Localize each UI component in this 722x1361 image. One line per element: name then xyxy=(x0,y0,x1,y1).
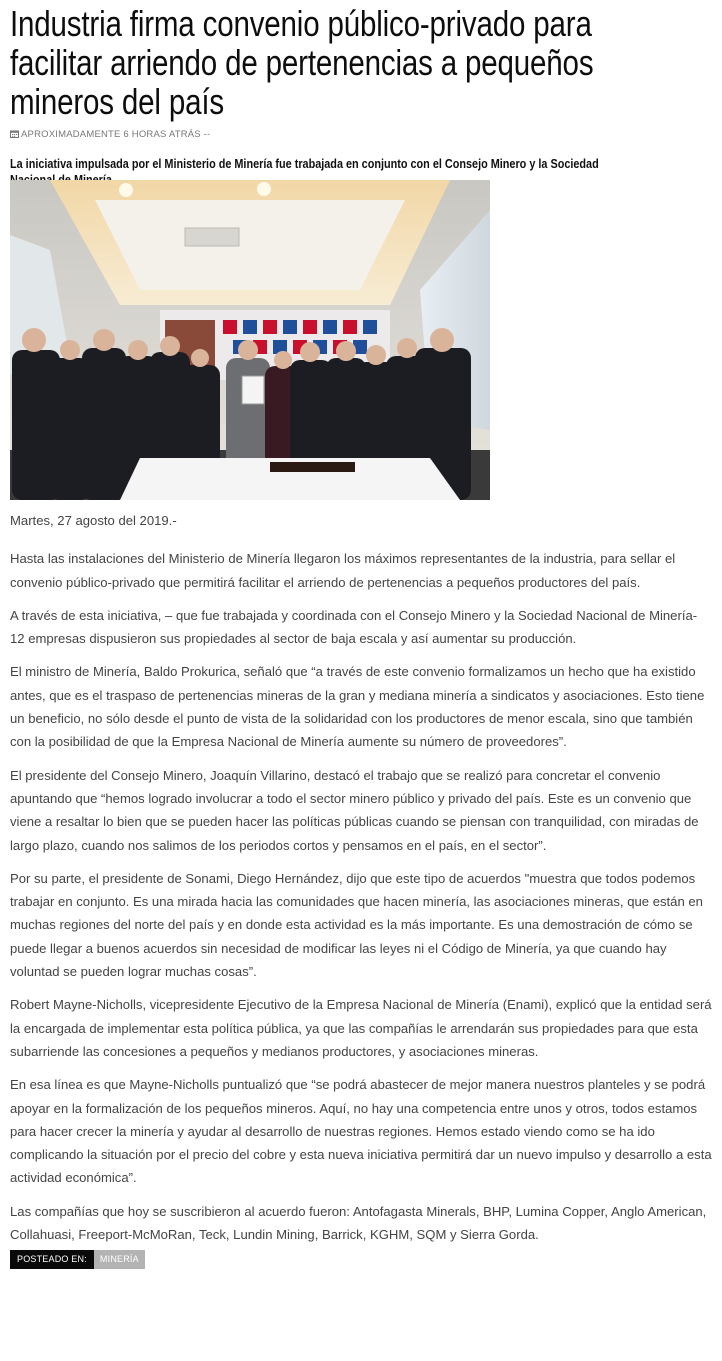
article-paragraph: El presidente del Consejo Minero, Joaquín Villarino, destacó el trabajo que se realizó para concretar el convenio apuntando que “hemos logrado involucrar a todo el sector minero público y privado del país. Este es un convenio que viene a resaltar lo bien que se pueden hacer las políticas públicas cuando se piensan con tranquilidad, con miradas de largo plazo, cuando nos salimos de los periodos cortos y pensamos en el país, en el sector”. xyxy=(10,767,699,853)
article-paragraph: Las compañías que hoy se suscribieron al acuerdo fueron: Antofagasta Minerals, BHP, Lumina Copper, Anglo American, Collahuasi, Freeport-McMoRan, Teck, Lundin Mining, Barrick, KGHM, SQM y Sierra Gorda. xyxy=(10,1203,707,1243)
article-paragraph: Por su parte, el presidente de Sonami, Diego Hernández, dijo que este tipo de acuerdos "muestra que todos podemos trabajar en conjunto. Es una mirada hacia las comunidades que hacen minería, las asociaciones mineras, que están en muchas regiones del norte del país y en donde esta actividad es la más importante. Es una demostración de cómo se puede llegar a buenos acuerdos sin necesidad de modificar las leyes ni el Código de Minería, ya que cuando hay voluntad se pueden lograr muchas cosas”. xyxy=(10,870,703,980)
article-paragraph: A través de esta iniciativa, – que fue trabajada y coordinada con el Consejo Minero y la Sociedad Nacional de Minería- 12 empresas dispusieron sus propiedades al sector de baja escala y así aumentar su producción. xyxy=(10,607,698,647)
timestamp: APROXIMADAMENTE 6 HORAS ATRÁS -- xyxy=(21,128,211,140)
article-date: Martes, 27 agosto del 2019.- xyxy=(10,513,177,528)
tag-mineria-link[interactable]: MINERÍA xyxy=(94,1250,145,1269)
article-meta xyxy=(10,127,210,141)
article-title xyxy=(10,4,715,121)
article-lead: La iniciativa impulsada por el Ministerio de Minería fue trabajada en conjunto con el Consejo Minero y la Sociedad xyxy=(10,156,599,171)
title-line: Industria firma convenio público-privado para xyxy=(10,3,592,44)
calendar-icon xyxy=(10,130,19,138)
article-paragraph: Hasta las instalaciones del Ministerio de Minería llegaron los máximos representantes de la industria, para sellar el convenio público-privado que permitirá facilitar el arriendo de pertenencias a pequeños productores del país. xyxy=(10,551,676,590)
title-line: mineros del país xyxy=(10,81,224,122)
tags-label: POSTEADO EN: xyxy=(10,1250,94,1269)
article-paragraph: Robert Mayne-Nicholls, vicepresidente Ejecutivo de la Empresa Nacional de Minería (Enami), explicó que la entidad será la encargada de implementar esta política pública, ya que las compañías le arrendarán sus propiedades para que esta subarriende las concesiones a pequeños y medianos productores, y asociaciones mineras. xyxy=(10,997,712,1059)
title-line: facilitar arriendo de pertenencias a pequeños xyxy=(10,42,594,83)
post-tags xyxy=(10,1250,145,1269)
article-photo xyxy=(10,180,490,500)
article-paragraph: En esa línea es que Mayne-Nicholls puntualizó que “se podrá abastecer de mejor manera nuestros planteles y se podrá apoyar en la formalización de los pequeños mineros. Aquí, no hay una competencia entre unos y otros, todos estamos para hacer crecer la minería y ayudar al desarrollo de nuestras regiones. Hemos estado viendo como se ha ido complicando la situación por el precio del cobre y esta nueva iniciativa permitirá dar un nuevo impulso y desarrollo a esta actividad económica”. xyxy=(10,1077,712,1186)
article-paragraph: El ministro de Minería, Baldo Prokurica, señaló que “a través de este convenio formalizamos un hecho que ha existido antes, que es el traspaso de pertenencias mineras de la gran y mediana minería a sindicatos y asociaciones. Esto tiene un beneficio, no sólo desde el punto de vista de la solidaridad con los productores de menor escala, sino que también con la posibilidad de que la Empresa Nacional de Minería aumente su número de proveedores”. xyxy=(10,664,705,750)
article-body xyxy=(10,509,714,1246)
